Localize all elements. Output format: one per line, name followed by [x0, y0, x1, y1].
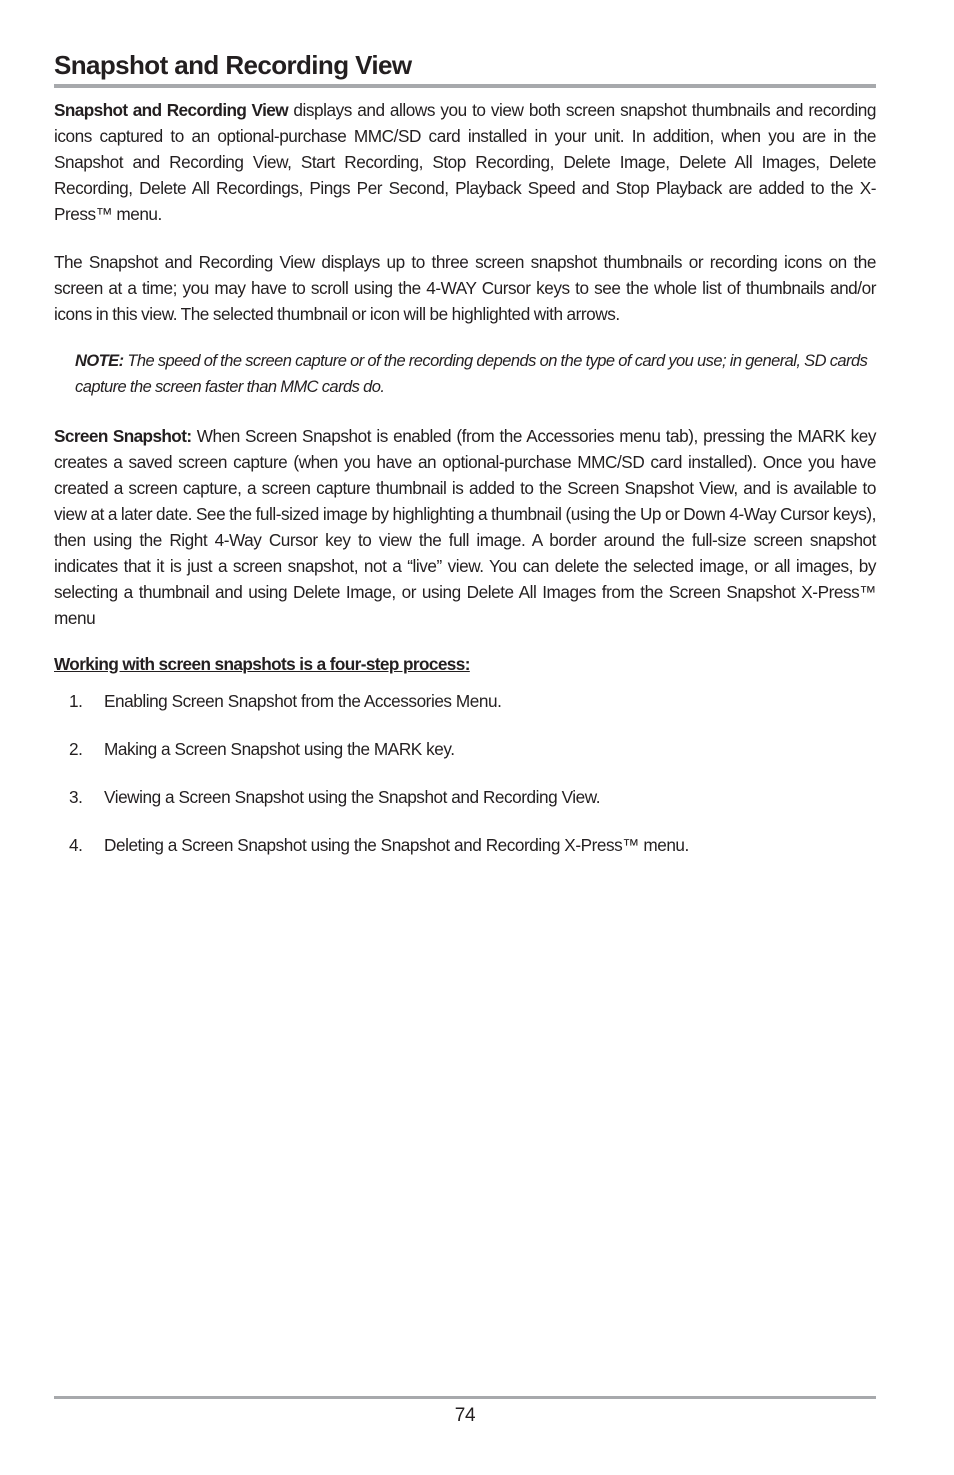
intro-text: displays and allows you to view both screen snapshot thumbnails and recording icons captured to an optional-purchase MMC/SD card installed in your unit. In addition, when you are in the Snapshot and Recording View, Start Recording, Stop Recording, Delete Image, Delete All Images, Delete Recording, Delete All Recordings, Pings Per Second, Playback Speed and Stop Playback are added to the X-Press™ menu.	[54, 100, 876, 224]
title-divider	[54, 84, 876, 88]
step-number: 3.	[69, 787, 83, 807]
intro-paragraph	[54, 97, 876, 227]
steps-list	[54, 688, 876, 858]
footer-divider	[54, 1396, 876, 1399]
list-item	[54, 784, 876, 810]
note-lead: NOTE:	[75, 352, 124, 370]
screen-snapshot-paragraph	[54, 423, 876, 631]
step-text: Viewing a Screen Snapshot using the Snapshot and Recording View.	[104, 787, 601, 807]
list-item	[54, 736, 876, 762]
list-item	[54, 688, 876, 714]
steps-heading: Working with screen snapshots is a four-step process:	[54, 654, 470, 674]
step-text: Making a Screen Snapshot using the MARK key.	[104, 739, 455, 759]
step-number: 1.	[69, 691, 83, 711]
screen-snapshot-lead: Screen Snapshot:	[54, 426, 192, 446]
step-text: Deleting a Screen Snapshot using the Snapshot and Recording X-Press™ menu.	[104, 835, 689, 855]
screen-snapshot-text: When Screen Snapshot is enabled (from the Accessories menu tab), pressing the MARK key creates a saved screen capture (when you have an optional-purchase MMC/SD card installed). Once you have created a screen capture, a screen capture thumbnail is added to the Screen Snapshot View, and is available to view at a later date. See the full-sized image by highlighting a thumbnail (using the Up or Down 4-Way Cursor keys), then using the Right 4-Way Cursor key to view the full image. A border around the full-size screen snapshot indicates that it is just a screen snapshot, not a “live” view. You can delete the selected image, or all images, by selecting a thumbnail and using Delete Image, or using Delete All Images from the Screen Snapshot X-Press™ menu	[54, 426, 876, 628]
page-number: 74	[454, 1405, 476, 1426]
step-number: 4.	[69, 835, 83, 855]
step-text: Enabling Screen Snapshot from the Accessories Menu.	[104, 691, 502, 711]
page-body	[54, 97, 876, 880]
intro-lead: Snapshot and Recording View	[54, 100, 288, 120]
step-number: 2.	[69, 739, 83, 759]
list-item	[54, 832, 876, 858]
page-title: Snapshot and Recording View	[54, 50, 412, 80]
note-paragraph	[75, 348, 876, 400]
display-paragraph: The Snapshot and Recording View displays up to three screen snapshot thumbnails or recording icons on the screen at a time; you may have to scroll using the 4-WAY Cursor keys to see the whole list of thumbnails and/or icons in this view. The selected thumbnail or icon will be highlighted with arrows.	[54, 252, 876, 324]
manual-page	[54, 0, 876, 1475]
note-text: The speed of the screen capture or of the recording depends on the type of card you use; in general, SD cards capture the screen faster than MMC cards do.	[75, 352, 868, 396]
